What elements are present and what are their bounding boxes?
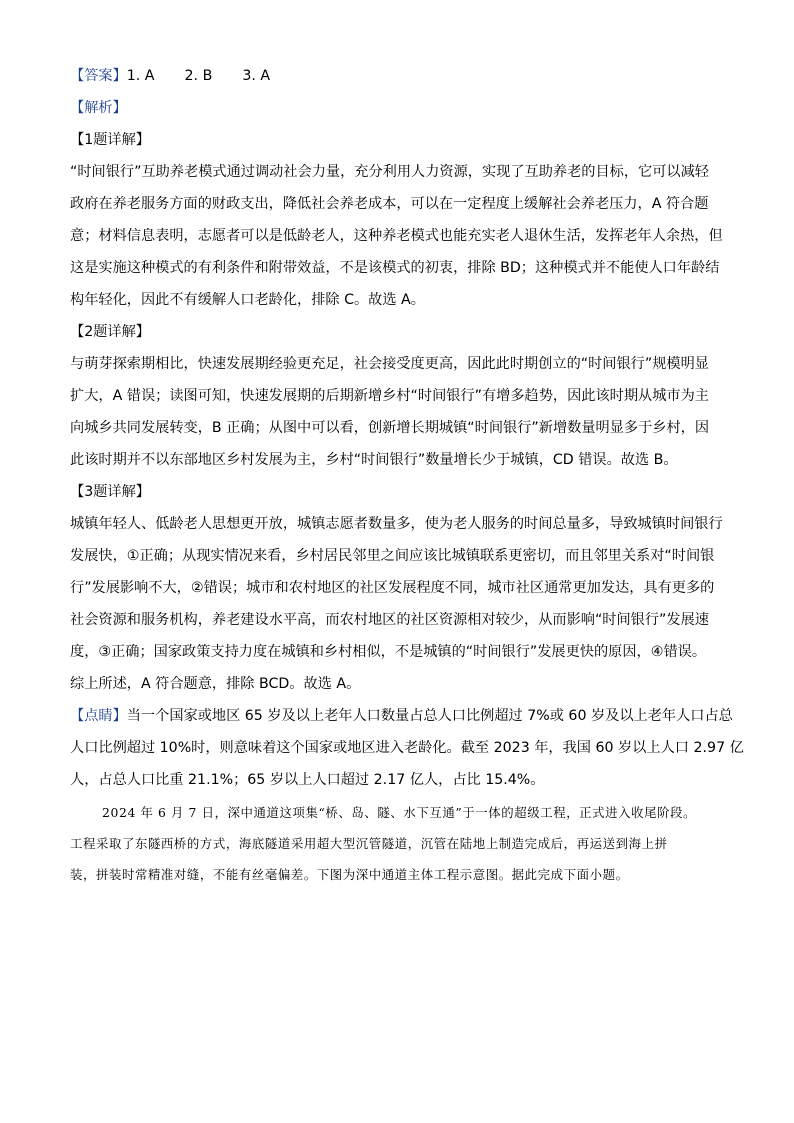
q3-line-3: 行”发展影响不大，②错误；城市和农村地区的社区发展程度不同，城市社区通常更加发达，具有更多的 <box>70 580 715 596</box>
q3-heading: 【3题详解】 <box>70 484 150 500</box>
answer-item-3: 3. A <box>242 68 271 84</box>
q1-line-2: 政府在养老服务方面的财政支出，降低社会养老成本，可以在一定程度上缓解社会养老压力，A 符合题 <box>70 196 709 212</box>
q2-line-1: 与萌芽探索期相比，快速发展期经验更充足，社会接受度更高，因此此时期创立的“时间银行”规模明显 <box>70 356 709 372</box>
q3-line-1: 城镇年轻人、低龄老人思想更开放，城镇志愿者数量多，使为老人服务的时间总量多，导致城镇时间银行 <box>70 516 723 532</box>
stem-line-3: 装，拼装时常精准对缝，不能有丝毫偏差。下图为深中通道主体工程示意图。据此完成下面小题。 <box>70 867 629 882</box>
q1-line-3: 意；材料信息表明，志愿者可以是低龄老人，这种养老模式也能充实老人退休生活，发挥老年人余热，但 <box>70 228 723 244</box>
tip-line-1 <box>70 706 733 726</box>
q2-line-3: 向城乡共同发展转变，B 正确；从图中可以看，创新增长期城镇“时间银行”新增数量明显多于乡村，因 <box>70 420 710 436</box>
answer-line <box>70 66 270 86</box>
q3-line-2: 发展快，①正确；从现实情况来看，乡村居民邻里之间应该比城镇联系更密切，而且邻里关系对“时间银 <box>70 548 715 564</box>
q3-line-5: 度，③正确；国家政策支持力度在城镇和乡村相似，不是城镇的“时间银行”发展更快的原因，④错误。 <box>70 644 707 660</box>
stem-line-2: 工程采取了东隧西桥的方式，海底隧道采用超大型沉管隧道，沉管在陆地上制造完成后，再运送到海上拼 <box>70 836 668 851</box>
q3-line-4: 社会资源和服务机构，养老建设水平高，而农村地区的社区资源相对较少，从而影响“时间银行”发展速 <box>70 612 709 628</box>
analysis-label: 【解析】 <box>70 100 127 116</box>
q1-line-5: 构年轻化，因此不有缓解人口老龄化，排除 C。故选 A。 <box>70 292 425 308</box>
tip-line-2: 人口比例超过 10%时，则意味着这个国家或地区进入老龄化。截至 2023 年，我国 60 岁以上人口 2.97 亿 <box>70 740 744 756</box>
q1-heading: 【1题详解】 <box>70 132 150 148</box>
q2-heading: 【2题详解】 <box>70 324 150 340</box>
answer-item-1: 1. A <box>126 68 155 84</box>
tip-text-1: 当一个国家或地区 65 岁及以上老年人口数量占总人口比例超过 7%或 60 岁及以上老年人口占总 <box>126 708 733 724</box>
stem-line-1: 2024 年 6 月 7 日，深中通道这项集“桥、岛、隧、水下互通”于一体的超级工程，正式进入收尾阶段。 <box>102 805 697 820</box>
q3-line-6: 综上所述，A 符合题意，排除 BCD。故选 A。 <box>70 676 361 692</box>
q1-line-4: 这是实施这种模式的有利条件和附带效益，不是该模式的初衷，排除 BD；这种模式并不能使人口年龄结 <box>70 260 720 276</box>
q1-line-1: “时间银行”互助养老模式通过调动社会力量，充分利用人力资源，实现了互助养老的目标，它可以减轻 <box>70 164 709 180</box>
tip-line-3: 人，占总人口比重 21.1%；65 岁以上人口超过 2.17 亿人，占比 15.4%。 <box>70 772 545 788</box>
q2-line-2: 扩大，A 错误；读图可知，快速发展期的后期新增乡村“时间银行”有增多趋势，因此该时期从城市为主 <box>70 388 709 404</box>
answer-item-2: 2. B <box>184 68 213 84</box>
answer-label: 【答案】 <box>70 68 127 84</box>
q2-line-4: 此该时期并不以东部地区乡村发展为主，乡村“时间银行”数量增长少于城镇，CD 错误。故选 B。 <box>70 452 678 468</box>
tip-label: 【点睛】 <box>70 708 127 724</box>
